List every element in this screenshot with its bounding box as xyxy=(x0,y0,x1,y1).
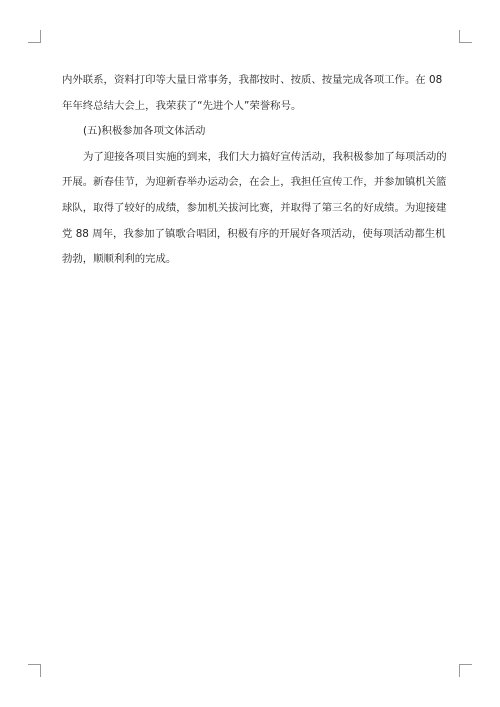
document-body xyxy=(62,68,447,273)
crop-mark-top-right xyxy=(459,30,472,43)
body-text-line: 勃勃，顺顺利利的完成。 xyxy=(62,253,177,266)
body-text-line: 内外联系，资料打印等大量日常事务，我都按时、按质、按量完成各项工作。在 08 xyxy=(62,74,443,86)
body-text-line: 为了迎接各项目实施的到来，我们大力搞好宣传活动，我积极参加了每项活动的 xyxy=(83,150,447,163)
section-heading: (五)积极参加各项文体活动 xyxy=(83,125,206,138)
body-text-line: 球队，取得了较好的成绩，参加机关拔河比赛，并取得了第三名的好成绩。为迎接建 xyxy=(62,201,447,214)
body-text-line: 年年终总结大会上，我荣获了“先进个人”荣誉称号。 xyxy=(62,99,302,112)
crop-mark-bottom-right xyxy=(459,664,472,677)
body-text-line: 党 88 周年，我参加了镇歌合唱团，积极有序的开展好各项活动，使每项活动都生机 xyxy=(62,227,446,240)
body-text-line: 开展。新春佳节，为迎新春举办运动会，在会上，我担任宣传工作，并参加镇机关篮 xyxy=(62,176,447,189)
crop-mark-bottom-left xyxy=(28,664,41,677)
crop-mark-top-left xyxy=(28,30,41,43)
